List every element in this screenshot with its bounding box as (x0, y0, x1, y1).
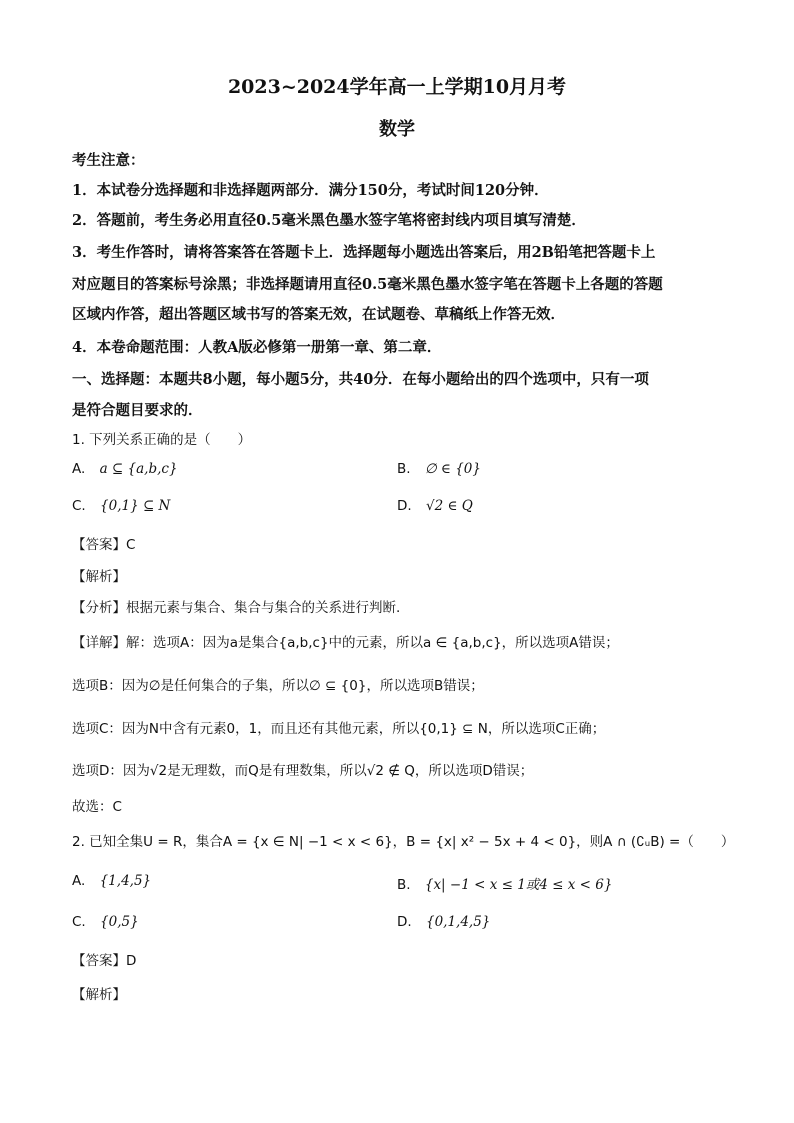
option-label: C. (72, 914, 86, 930)
question-1-stem: 1. 下列关系正确的是（ ） (72, 432, 252, 448)
option-text: √2 ∈ Q (425, 498, 473, 514)
option-text: a ⊆ {a,b,c} (99, 461, 178, 477)
option-label: A. (72, 873, 86, 889)
question-2-stem: 2. 已知全集U = R，集合A = {x ∈ N| −1 < x < 6}，B = {x| x² − 5x + 4 < 0}，则A ∩ (∁ᵤB) =（ ） (72, 834, 735, 850)
q2-answer: 【答案】D (72, 953, 137, 969)
notice-item-3-cont2: 区域内作答，超出答题区域书写的答案无效，在试题卷、草稿纸上作答无效． (72, 306, 565, 323)
option-label: C. (72, 498, 86, 514)
section-heading-cont: 是符合题目要求的． (72, 402, 203, 419)
q1-option-a (72, 461, 178, 477)
q1-option-b (397, 461, 481, 477)
notice-heading: 考生注意： (72, 152, 145, 169)
exam-title: 2023~2024学年高一上学期10月月考 (227, 76, 567, 98)
notice-item-4: 4．本卷命题范围：人教A版必修第一册第一章、第二章． (72, 339, 442, 356)
section-heading: 一、选择题：本题共8小题，每小题5分，共40分．在每小题给出的四个选项中，只有一项 (72, 371, 649, 388)
notice-item-3: 3．考生作答时，请将答案答在答题卡上．选择题每小题选出答案后，用2B铅笔把答题卡上 (72, 244, 656, 261)
notice-item-3-cont: 对应题目的答案标号涂黑；非选择题请用直径0.5毫米黑色墨水签字笔在答题卡上各题的答题 (72, 276, 663, 293)
q1-detail-d: 选项D：因为√2是无理数，而Q是有理数集，所以√2 ∉ Q，所以选项D错误； (72, 763, 534, 779)
q2-option-d (397, 914, 490, 930)
option-text: {0,1,4,5} (425, 914, 491, 930)
q1-option-d (397, 498, 473, 514)
notice-item-1: 1．本试卷分选择题和非选择题两部分．满分150分，考试时间120分钟． (72, 182, 549, 199)
option-text: {1,4,5} (99, 873, 152, 889)
q1-analysis-tag: 【解析】 (72, 569, 126, 585)
subject-title: 数学 (379, 119, 415, 140)
option-text: {x| −1 < x ≤ 1或4 ≤ x < 6} (424, 877, 613, 893)
option-text: {0,5} (100, 914, 139, 930)
q1-detail-a: 【详解】解：选项A：因为a是集合{a,b,c}中的元素，所以a ∈ {a,b,c}，所以选项A错误； (72, 635, 619, 651)
q2-option-a (72, 873, 151, 889)
q1-answer: 【答案】C (72, 537, 136, 553)
option-label: D. (397, 914, 412, 930)
q2-analysis-tag: 【解析】 (72, 987, 126, 1003)
option-text: {0,1} ⊆ N (100, 498, 171, 514)
q1-option-c (72, 498, 170, 514)
option-label: A. (72, 461, 86, 477)
option-label: B. (397, 461, 411, 477)
option-label: B. (397, 877, 411, 893)
option-text: ∅ ∈ {0} (424, 461, 481, 477)
q1-detail-b: 选项B：因为∅是任何集合的子集，所以∅ ⊆ {0}，所以选项B错误； (72, 678, 484, 694)
q2-option-c (72, 914, 139, 930)
notice-item-2: 2．答题前，考生务必用直径0.5毫米黑色墨水签字笔将密封线内项目填写清楚． (72, 212, 586, 229)
q2-option-b (397, 873, 612, 893)
option-label: D. (397, 498, 412, 514)
q1-detail-c: 选项C：因为N中含有元素0，1，而且还有其他元素，所以{0,1} ⊆ N，所以选项C正确； (72, 721, 606, 737)
q1-analysis-summary: 【分析】根据元素与集合、集合与集合的关系进行判断. (72, 600, 401, 616)
q1-conclusion: 故选：C (72, 799, 122, 815)
